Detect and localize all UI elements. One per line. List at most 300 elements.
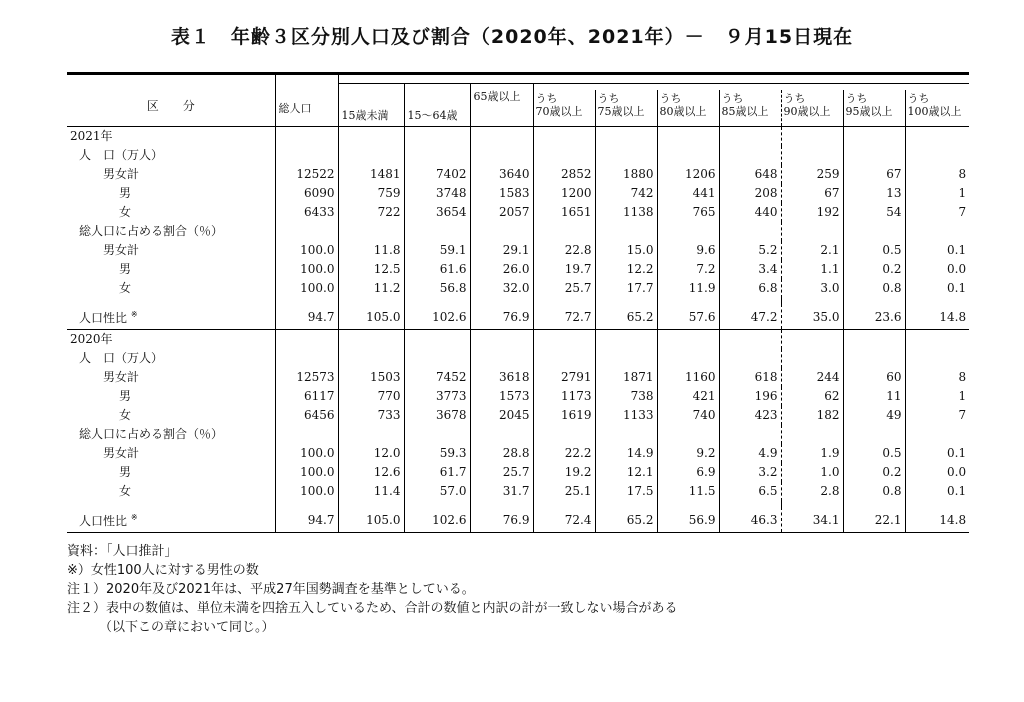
row-label-text: 男 xyxy=(119,262,132,276)
row-label xyxy=(67,260,275,279)
table-cell: 47.2 xyxy=(719,304,781,330)
table-cell: 25.7 xyxy=(533,279,595,298)
table-cell: 14.8 xyxy=(905,507,969,533)
table-cell xyxy=(843,349,905,368)
table-cell: 618 xyxy=(719,368,781,387)
header-sub-top: うち xyxy=(659,92,682,105)
table-cell: 35.0 xyxy=(781,304,843,330)
table-cell xyxy=(595,349,657,368)
table-cell: 1173 xyxy=(533,387,595,406)
table-cell: 3618 xyxy=(470,368,533,387)
sex-ratio-row xyxy=(67,304,969,330)
table-cell: 22.1 xyxy=(843,507,905,533)
header-under15: 15歳未満 xyxy=(338,84,404,127)
row-label-text: 総人口に占める割合（％） xyxy=(79,427,224,441)
header-sub-6 xyxy=(905,90,969,127)
table-cell xyxy=(275,222,338,241)
table-cell: 0.1 xyxy=(905,482,969,501)
table-cell: 182 xyxy=(781,406,843,425)
row-label xyxy=(67,184,275,203)
header-sub-bottom: 80歳以上 xyxy=(659,105,707,118)
table-cell xyxy=(719,425,781,444)
table-cell: 6.8 xyxy=(719,279,781,298)
table-cell: 25.1 xyxy=(533,482,595,501)
section-row xyxy=(67,222,969,241)
table-cell: 28.8 xyxy=(470,444,533,463)
table-cell: 57.0 xyxy=(404,482,470,501)
table-cell: 1206 xyxy=(657,165,719,184)
table-cell: 3640 xyxy=(470,165,533,184)
table-cell: 7 xyxy=(905,406,969,425)
header-sub-5 xyxy=(843,90,905,127)
row-label-text: 男女計 xyxy=(103,167,140,181)
header-sub-bottom: 95歳以上 xyxy=(845,105,893,118)
table-cell xyxy=(781,425,843,444)
row-label xyxy=(67,349,275,368)
table-cell xyxy=(533,222,595,241)
table-cell: 0.5 xyxy=(843,241,905,260)
header-row-top xyxy=(67,74,969,84)
table-cell: 7452 xyxy=(404,368,470,387)
table-cell: 11.8 xyxy=(338,241,404,260)
table-cell xyxy=(338,349,404,368)
table-cell: 6456 xyxy=(275,406,338,425)
table-cell: 1871 xyxy=(595,368,657,387)
header-sub-3 xyxy=(719,90,781,127)
table-cell xyxy=(533,146,595,165)
table-row xyxy=(67,260,969,279)
note-asterisk: ※）女性100人に対する男性の数 xyxy=(67,563,259,578)
table-cell: 100.0 xyxy=(275,241,338,260)
table-cell: 742 xyxy=(595,184,657,203)
table-cell: 8 xyxy=(905,368,969,387)
table-cell: 61.6 xyxy=(404,260,470,279)
table-cell xyxy=(338,222,404,241)
header-over65: 65歳以上 xyxy=(470,84,533,127)
table-cell xyxy=(843,330,905,350)
table-cell: 1138 xyxy=(595,203,657,222)
table-row xyxy=(67,368,969,387)
table-cell: 26.0 xyxy=(470,260,533,279)
row-label xyxy=(67,279,275,298)
table-cell: 2.8 xyxy=(781,482,843,501)
table-cell: 19.2 xyxy=(533,463,595,482)
table-cell xyxy=(470,349,533,368)
table-cell: 12.0 xyxy=(338,444,404,463)
table-row xyxy=(67,241,969,260)
row-label xyxy=(67,165,275,184)
header-sub-bottom: 100歳以上 xyxy=(907,105,962,118)
table-cell: 770 xyxy=(338,387,404,406)
table-cell: 23.6 xyxy=(843,304,905,330)
table-cell xyxy=(781,349,843,368)
table-cell: 17.5 xyxy=(595,482,657,501)
table-cell xyxy=(404,349,470,368)
row-label-text: 男 xyxy=(119,186,132,200)
header-sub-top: うち xyxy=(597,92,620,105)
table-cell: 738 xyxy=(595,387,657,406)
header-15-64: 15～64歳 xyxy=(404,84,470,127)
header-total: 総人口 xyxy=(275,74,338,127)
table-cell: 76.9 xyxy=(470,507,533,533)
table-cell: 3.4 xyxy=(719,260,781,279)
row-label xyxy=(67,387,275,406)
table-cell xyxy=(275,349,338,368)
header-sub-bottom: 75歳以上 xyxy=(597,105,645,118)
sex-ratio-mark: ※ xyxy=(130,310,138,319)
table-cell: 0.1 xyxy=(905,279,969,298)
section-row xyxy=(67,146,969,165)
table-cell: 0.1 xyxy=(905,444,969,463)
table-cell xyxy=(533,127,595,147)
table-cell: 60 xyxy=(843,368,905,387)
table-cell: 0.0 xyxy=(905,463,969,482)
table-cell: 11.9 xyxy=(657,279,719,298)
table-cell: 11 xyxy=(843,387,905,406)
table-cell xyxy=(338,330,404,350)
row-label-text: 2020年 xyxy=(70,332,113,346)
row-label xyxy=(67,330,275,350)
table-cell xyxy=(905,146,969,165)
table-cell: 244 xyxy=(781,368,843,387)
table-cell xyxy=(657,146,719,165)
table-row xyxy=(67,406,969,425)
table-cell xyxy=(843,425,905,444)
header-sub-bottom: 85歳以上 xyxy=(721,105,769,118)
table-row xyxy=(67,279,969,298)
table-cell: 259 xyxy=(781,165,843,184)
table-row xyxy=(67,482,969,501)
sex-ratio-row xyxy=(67,507,969,533)
table-cell: 12573 xyxy=(275,368,338,387)
table-cell xyxy=(905,222,969,241)
table-cell: 1.9 xyxy=(781,444,843,463)
table-cell xyxy=(404,127,470,147)
sex-ratio-mark: ※ xyxy=(130,513,138,522)
row-label-text: 2021年 xyxy=(70,129,113,143)
table-cell xyxy=(595,146,657,165)
table-cell xyxy=(338,127,404,147)
table-cell: 196 xyxy=(719,387,781,406)
table-cell xyxy=(905,127,969,147)
table-cell: 2852 xyxy=(533,165,595,184)
table-cell: 12.5 xyxy=(338,260,404,279)
table-cell: 62 xyxy=(781,387,843,406)
table-cell: 1503 xyxy=(338,368,404,387)
table-cell xyxy=(470,330,533,350)
table-cell: 759 xyxy=(338,184,404,203)
table-cell xyxy=(781,222,843,241)
table-cell xyxy=(470,127,533,147)
table-cell: 65.2 xyxy=(595,304,657,330)
table-cell xyxy=(781,146,843,165)
table-cell: 11.2 xyxy=(338,279,404,298)
table-cell: 733 xyxy=(338,406,404,425)
row-label xyxy=(67,368,275,387)
table-cell: 423 xyxy=(719,406,781,425)
table-cell: 72.4 xyxy=(533,507,595,533)
table-cell: 54 xyxy=(843,203,905,222)
row-label xyxy=(67,222,275,241)
table-cell: 3678 xyxy=(404,406,470,425)
row-label xyxy=(67,241,275,260)
table-cell xyxy=(843,222,905,241)
row-label-text: 総人口に占める割合（％） xyxy=(79,224,224,238)
table-cell: 4.9 xyxy=(719,444,781,463)
table-cell: 25.7 xyxy=(470,463,533,482)
table-cell: 61.7 xyxy=(404,463,470,482)
table-cell: 1200 xyxy=(533,184,595,203)
header-sub-top: うち xyxy=(907,92,930,105)
table-cell: 3654 xyxy=(404,203,470,222)
table-row xyxy=(67,184,969,203)
header-sub-2 xyxy=(657,90,719,127)
table-cell xyxy=(404,425,470,444)
table-cell: 11.4 xyxy=(338,482,404,501)
table-cell xyxy=(905,349,969,368)
table-cell: 67 xyxy=(843,165,905,184)
table-row xyxy=(67,165,969,184)
table-cell xyxy=(595,127,657,147)
table-cell: 3748 xyxy=(404,184,470,203)
row-label xyxy=(67,127,275,147)
table-cell xyxy=(719,349,781,368)
note-2: 注２）表中の数値は、単位未満を四捨五入しているため、合計の数値と内訳の計が一致しない場合がある xyxy=(67,601,678,616)
table-cell xyxy=(781,330,843,350)
table-cell xyxy=(275,425,338,444)
table-cell: 72.7 xyxy=(533,304,595,330)
table-cell xyxy=(404,222,470,241)
table-cell xyxy=(533,330,595,350)
table-cell xyxy=(657,425,719,444)
note-1: 注１）2020年及び2021年は、平成27年国勢調査を基準としている。 xyxy=(67,582,475,597)
table-cell: 15.0 xyxy=(595,241,657,260)
table-cell: 12.2 xyxy=(595,260,657,279)
table-cell: 5.2 xyxy=(719,241,781,260)
table-cell: 3.0 xyxy=(781,279,843,298)
year-row xyxy=(67,330,969,350)
header-sub-0 xyxy=(533,90,595,127)
table-cell: 100.0 xyxy=(275,260,338,279)
table-cell: 19.7 xyxy=(533,260,595,279)
table-cell: 6090 xyxy=(275,184,338,203)
table-cell: 22.8 xyxy=(533,241,595,260)
header-sub-top: うち xyxy=(845,92,868,105)
header-sub-top: うち xyxy=(535,92,558,105)
row-label-text: 男 xyxy=(119,389,132,403)
table-cell: 6.5 xyxy=(719,482,781,501)
table-cell xyxy=(719,222,781,241)
table-cell: 100.0 xyxy=(275,279,338,298)
table-cell: 32.0 xyxy=(470,279,533,298)
table-cell: 208 xyxy=(719,184,781,203)
table-cell: 1573 xyxy=(470,387,533,406)
table-cell: 76.9 xyxy=(470,304,533,330)
table-cell: 421 xyxy=(657,387,719,406)
row-label-text: 男 xyxy=(119,465,132,479)
row-label xyxy=(67,146,275,165)
table-cell: 13 xyxy=(843,184,905,203)
row-label-text: 人口性比 xyxy=(79,514,128,528)
year-row xyxy=(67,127,969,147)
table-cell: 56.9 xyxy=(657,507,719,533)
table-cell: 6433 xyxy=(275,203,338,222)
row-label-text: 男女計 xyxy=(103,446,140,460)
table-cell: 740 xyxy=(657,406,719,425)
table-cell xyxy=(404,146,470,165)
table-cell: 1880 xyxy=(595,165,657,184)
table-cell: 192 xyxy=(781,203,843,222)
table-cell xyxy=(595,330,657,350)
table-cell: 3.2 xyxy=(719,463,781,482)
table-cell: 1619 xyxy=(533,406,595,425)
row-label xyxy=(67,203,275,222)
notes xyxy=(67,542,677,637)
table-cell: 6117 xyxy=(275,387,338,406)
table-cell xyxy=(595,425,657,444)
note-2-continued: （以下この章において同じ。） xyxy=(99,620,275,635)
table-cell: 765 xyxy=(657,203,719,222)
table-cell: 100.0 xyxy=(275,444,338,463)
table-cell: 105.0 xyxy=(338,507,404,533)
table-cell: 1651 xyxy=(533,203,595,222)
table-cell xyxy=(404,330,470,350)
header-sub-top: うち xyxy=(721,92,744,105)
table-cell: 102.6 xyxy=(404,304,470,330)
table-row xyxy=(67,444,969,463)
row-label-text: 男女計 xyxy=(103,243,140,257)
header-sub-bottom: 70歳以上 xyxy=(535,105,583,118)
table-cell: 31.7 xyxy=(470,482,533,501)
table-cell: 1133 xyxy=(595,406,657,425)
table-cell: 0.0 xyxy=(905,260,969,279)
table-cell: 12.1 xyxy=(595,463,657,482)
table-cell: 0.5 xyxy=(843,444,905,463)
row-label xyxy=(67,425,275,444)
section-row xyxy=(67,425,969,444)
table-cell: 3773 xyxy=(404,387,470,406)
table-cell xyxy=(338,146,404,165)
table-cell xyxy=(719,127,781,147)
table-cell: 59.1 xyxy=(404,241,470,260)
table-cell: 9.6 xyxy=(657,241,719,260)
table-cell xyxy=(657,349,719,368)
row-label-text: 女 xyxy=(119,408,132,422)
table-cell: 6.9 xyxy=(657,463,719,482)
row-label xyxy=(67,304,275,330)
table-cell: 105.0 xyxy=(338,304,404,330)
table-cell: 57.6 xyxy=(657,304,719,330)
table-cell: 2791 xyxy=(533,368,595,387)
table-cell: 56.8 xyxy=(404,279,470,298)
table-cell: 46.3 xyxy=(719,507,781,533)
row-label xyxy=(67,406,275,425)
table-cell xyxy=(470,146,533,165)
table-cell: 65.2 xyxy=(595,507,657,533)
table-cell: 722 xyxy=(338,203,404,222)
header-section: 区 分 xyxy=(67,74,275,127)
table-cell: 1.0 xyxy=(781,463,843,482)
table-cell xyxy=(275,330,338,350)
table-cell xyxy=(657,127,719,147)
table-cell xyxy=(905,330,969,350)
table-cell: 0.2 xyxy=(843,463,905,482)
table-row xyxy=(67,203,969,222)
table-cell: 1 xyxy=(905,387,969,406)
table-cell xyxy=(275,146,338,165)
table-cell: 102.6 xyxy=(404,507,470,533)
table-cell: 1583 xyxy=(470,184,533,203)
table-cell xyxy=(338,425,404,444)
table-cell: 100.0 xyxy=(275,463,338,482)
table-cell xyxy=(470,222,533,241)
table-cell: 12.6 xyxy=(338,463,404,482)
table-cell: 648 xyxy=(719,165,781,184)
table-cell xyxy=(595,222,657,241)
table-cell: 0.1 xyxy=(905,241,969,260)
table-cell: 2057 xyxy=(470,203,533,222)
table-cell: 34.1 xyxy=(781,507,843,533)
header-sub-4 xyxy=(781,90,843,127)
table-cell: 0.8 xyxy=(843,482,905,501)
table-cell: 1160 xyxy=(657,368,719,387)
note-source: 資料：「人口推計」 xyxy=(67,544,178,559)
table-cell: 1.1 xyxy=(781,260,843,279)
table-cell xyxy=(657,222,719,241)
row-label-text: 人 口（万人） xyxy=(79,148,164,162)
table-cell: 9.2 xyxy=(657,444,719,463)
table-cell: 12522 xyxy=(275,165,338,184)
table-cell: 8 xyxy=(905,165,969,184)
table-cell: 1 xyxy=(905,184,969,203)
table-cell: 7 xyxy=(905,203,969,222)
table-cell: 1481 xyxy=(338,165,404,184)
row-label-text: 人 口（万人） xyxy=(79,351,164,365)
row-label-text: 女 xyxy=(119,281,132,295)
table-cell: 440 xyxy=(719,203,781,222)
population-table xyxy=(67,72,969,533)
table-row xyxy=(67,387,969,406)
table-cell: 441 xyxy=(657,184,719,203)
table-cell xyxy=(843,146,905,165)
table-cell: 2045 xyxy=(470,406,533,425)
table-cell xyxy=(719,146,781,165)
table-cell xyxy=(843,127,905,147)
row-label xyxy=(67,444,275,463)
table-cell: 7.2 xyxy=(657,260,719,279)
table-cell: 0.2 xyxy=(843,260,905,279)
table-cell xyxy=(657,330,719,350)
row-label-text: 女 xyxy=(119,205,132,219)
table-cell xyxy=(905,425,969,444)
table-cell: 14.9 xyxy=(595,444,657,463)
table-cell: 100.0 xyxy=(275,482,338,501)
table-cell: 0.8 xyxy=(843,279,905,298)
table-cell xyxy=(533,425,595,444)
table-cell xyxy=(470,425,533,444)
table-cell xyxy=(781,127,843,147)
table-cell: 94.7 xyxy=(275,507,338,533)
table-cell xyxy=(719,330,781,350)
row-label xyxy=(67,507,275,533)
table-cell: 59.3 xyxy=(404,444,470,463)
row-label xyxy=(67,463,275,482)
header-sub-bottom: 90歳以上 xyxy=(783,105,831,118)
row-label xyxy=(67,482,275,501)
header-sub-top: うち xyxy=(783,92,806,105)
row-label-text: 女 xyxy=(119,484,132,498)
table-cell: 67 xyxy=(781,184,843,203)
